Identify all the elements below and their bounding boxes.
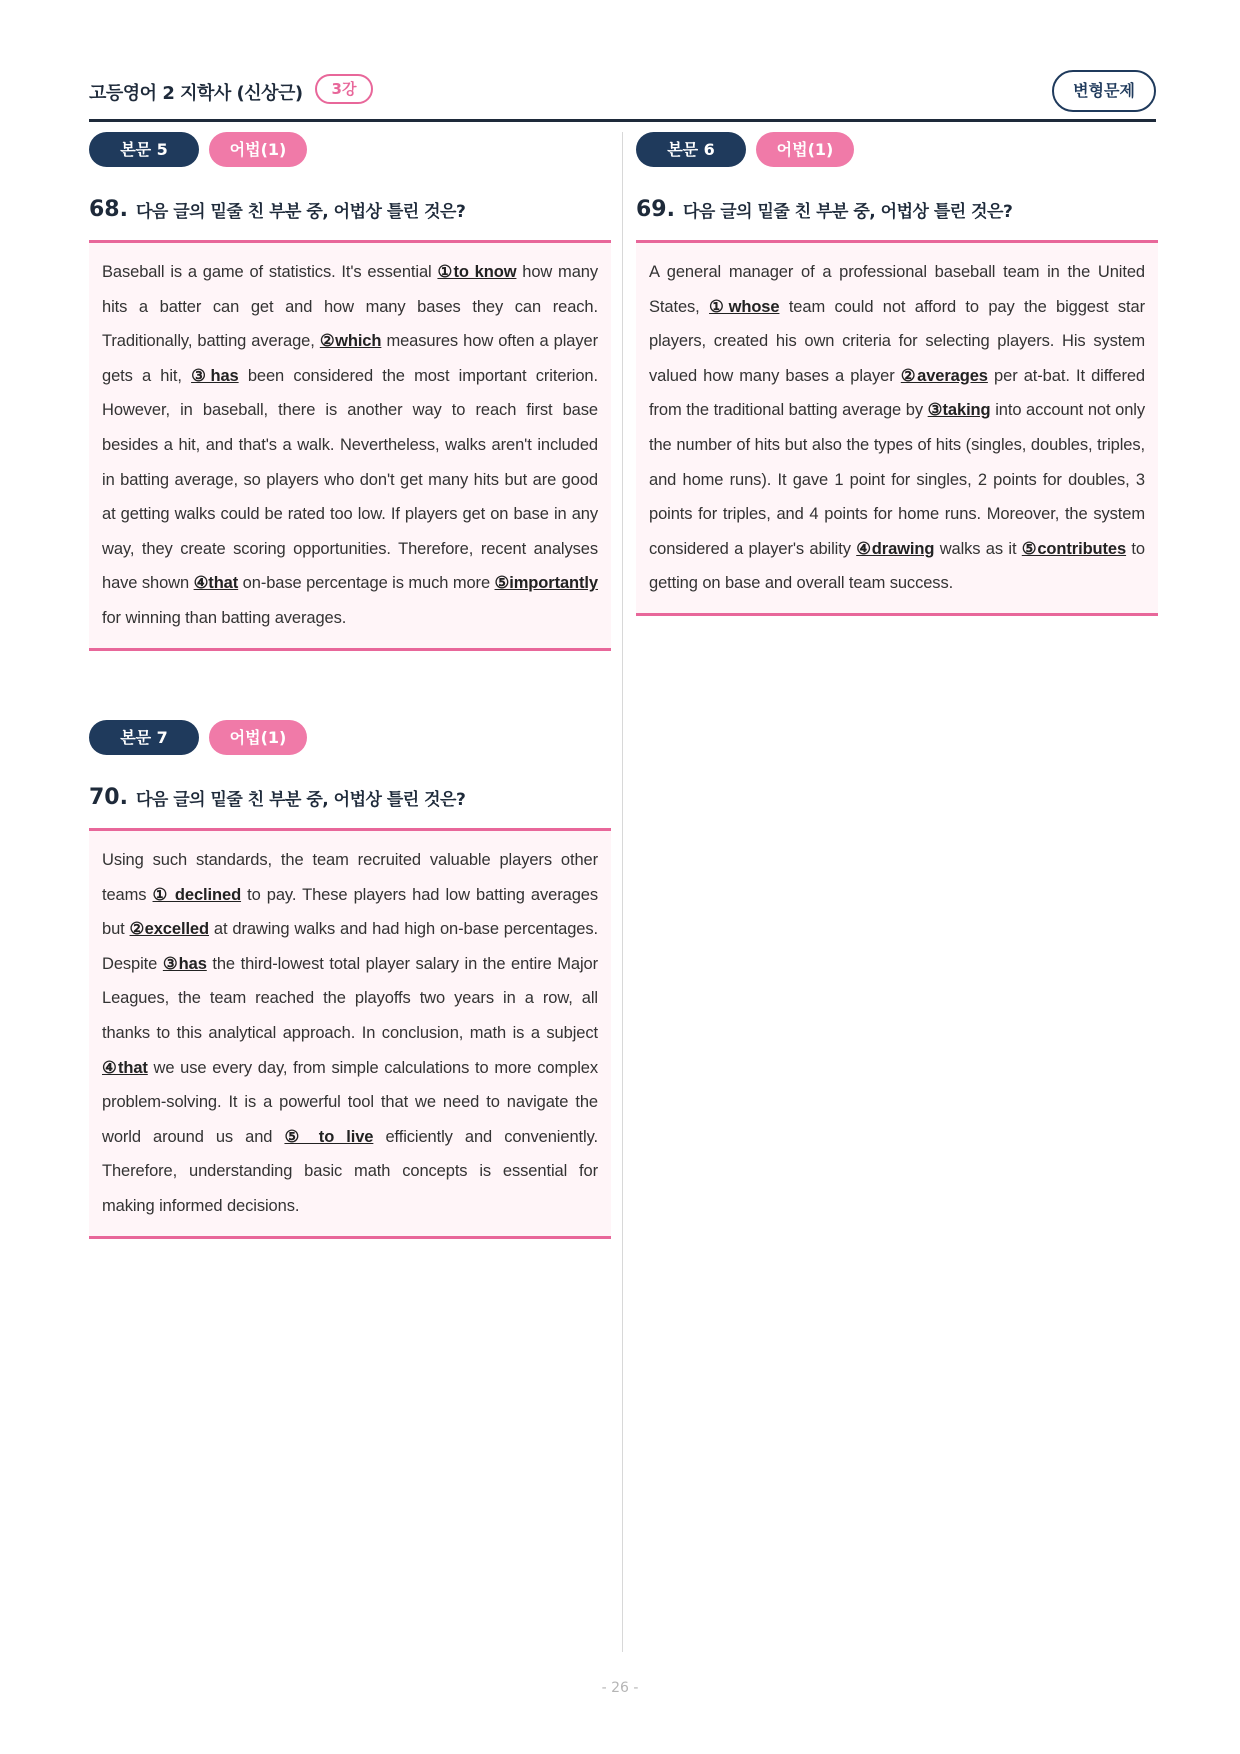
question-prompt: 다음 글의 밑줄 친 부분 중, 어법상 틀린 것은? (135, 202, 466, 222)
question-block-69 (636, 132, 1158, 616)
tag-row (89, 720, 611, 756)
underlined-option: ④that (193, 574, 239, 593)
question-heading (89, 197, 611, 227)
tag-row (636, 132, 1158, 168)
section-tag: 본문 6 (636, 132, 746, 167)
underlined-option: ④drawing (856, 539, 935, 558)
lesson-badge: 3강 (315, 74, 373, 104)
passage-box (89, 240, 611, 651)
question-number: 70. (89, 785, 128, 810)
page-header (89, 72, 1156, 120)
question-block-70 (89, 720, 611, 1239)
passage-text: Baseball is a game of statistics. It's essential ①to know how many hits a batter can get and how many bases they can reach. Traditionally, batting average, ②which measures how often a player gets a hit, ③has been considered the most important criterion. However, in baseball, there is another way to reach first base besides a hit, and that's a walk. Nevertheless, walks aren't included in batting average, so players who don't get many hits but are good at getting walks could be rated too low. If players get on base in any way, they create scoring opportunities. Therefore, recent analyses have shown ④that on-base percentage is much more ⑤importantly for winning than batting averages. (102, 263, 598, 627)
question-number: 68. (89, 197, 128, 222)
section-tag: 본문 5 (89, 132, 199, 167)
type-tag: 어법(1) (209, 132, 307, 167)
passage-box (89, 828, 611, 1239)
underlined-option: ③has (191, 366, 239, 385)
underlined-option: ①to know (437, 263, 517, 281)
underlined-option: ④that (102, 1058, 148, 1077)
page-number: - 26 - (601, 1680, 639, 1696)
question-prompt: 다음 글의 밑줄 친 부분 중, 어법상 틀린 것은? (135, 790, 466, 810)
question-heading (636, 197, 1158, 227)
underlined-option: ⑤contributes (1021, 539, 1127, 558)
passage-text: Using such standards, the team recruited valuable players other teams ① declined to pay. These players had low batting averages but ②excelled at drawing walks and had high on-base percentages. Despite ③has the third-lowest total player salary in the entire Major Leagues, the team reached the playoffs two years in a row, all thanks to this analytical approach. In conclusion, math is a subject ④that we use every day, from simple calculations to more complex problem-solving. It is a powerful tool that we need to navigate the world around us and ⑤ to live efficiently and conveniently. Therefore, understanding basic math concepts is essential for making informed decisions. (102, 851, 599, 1215)
type-tag: 어법(1) (756, 132, 854, 167)
underlined-option: ①whose (709, 297, 780, 316)
document-title: 고등영어 2 지학사 (신상근) (89, 83, 303, 104)
type-tag: 어법(1) (209, 720, 307, 755)
question-block-68 (89, 132, 611, 651)
underlined-option: ⑤importantly (494, 574, 598, 593)
header-rule (89, 119, 1156, 122)
section-tag: 본문 7 (89, 720, 199, 755)
underlined-option: ②averages (900, 366, 988, 385)
underlined-option: ②excelled (129, 920, 209, 939)
underlined-option: ⑤ to live (284, 1127, 374, 1146)
passage-text: A general manager of a professional baseball team in the United States, ①whose team could not afford to pay the biggest star players, created his own criteria for selecting players. His system valued how many bases a player ②averages per at-bat. It differed from the traditional batting average by ③taking into account not only the number of hits but also the types of hits (singles, doubles, triples, and home runs). It gave 1 point for singles, 2 points for doubles, 3 points for triples, and 4 points for home runs. Moreover, the system considered a player's ability ④drawing walks as it ⑤contributes to getting on base and overall team success. (649, 263, 1146, 593)
passage-box (636, 240, 1158, 616)
underlined-option: ③taking (927, 401, 991, 420)
question-heading (89, 785, 611, 815)
question-prompt: 다음 글의 밑줄 친 부분 중, 어법상 틀린 것은? (682, 202, 1013, 222)
question-number: 69. (636, 197, 675, 222)
underlined-option: ②which (319, 332, 382, 351)
underlined-option: ① declined (152, 885, 242, 904)
underlined-option: ③has (162, 954, 207, 973)
tag-row (89, 132, 611, 168)
question-type-badge: 변형문제 (1052, 70, 1156, 112)
column-divider (622, 132, 623, 1652)
